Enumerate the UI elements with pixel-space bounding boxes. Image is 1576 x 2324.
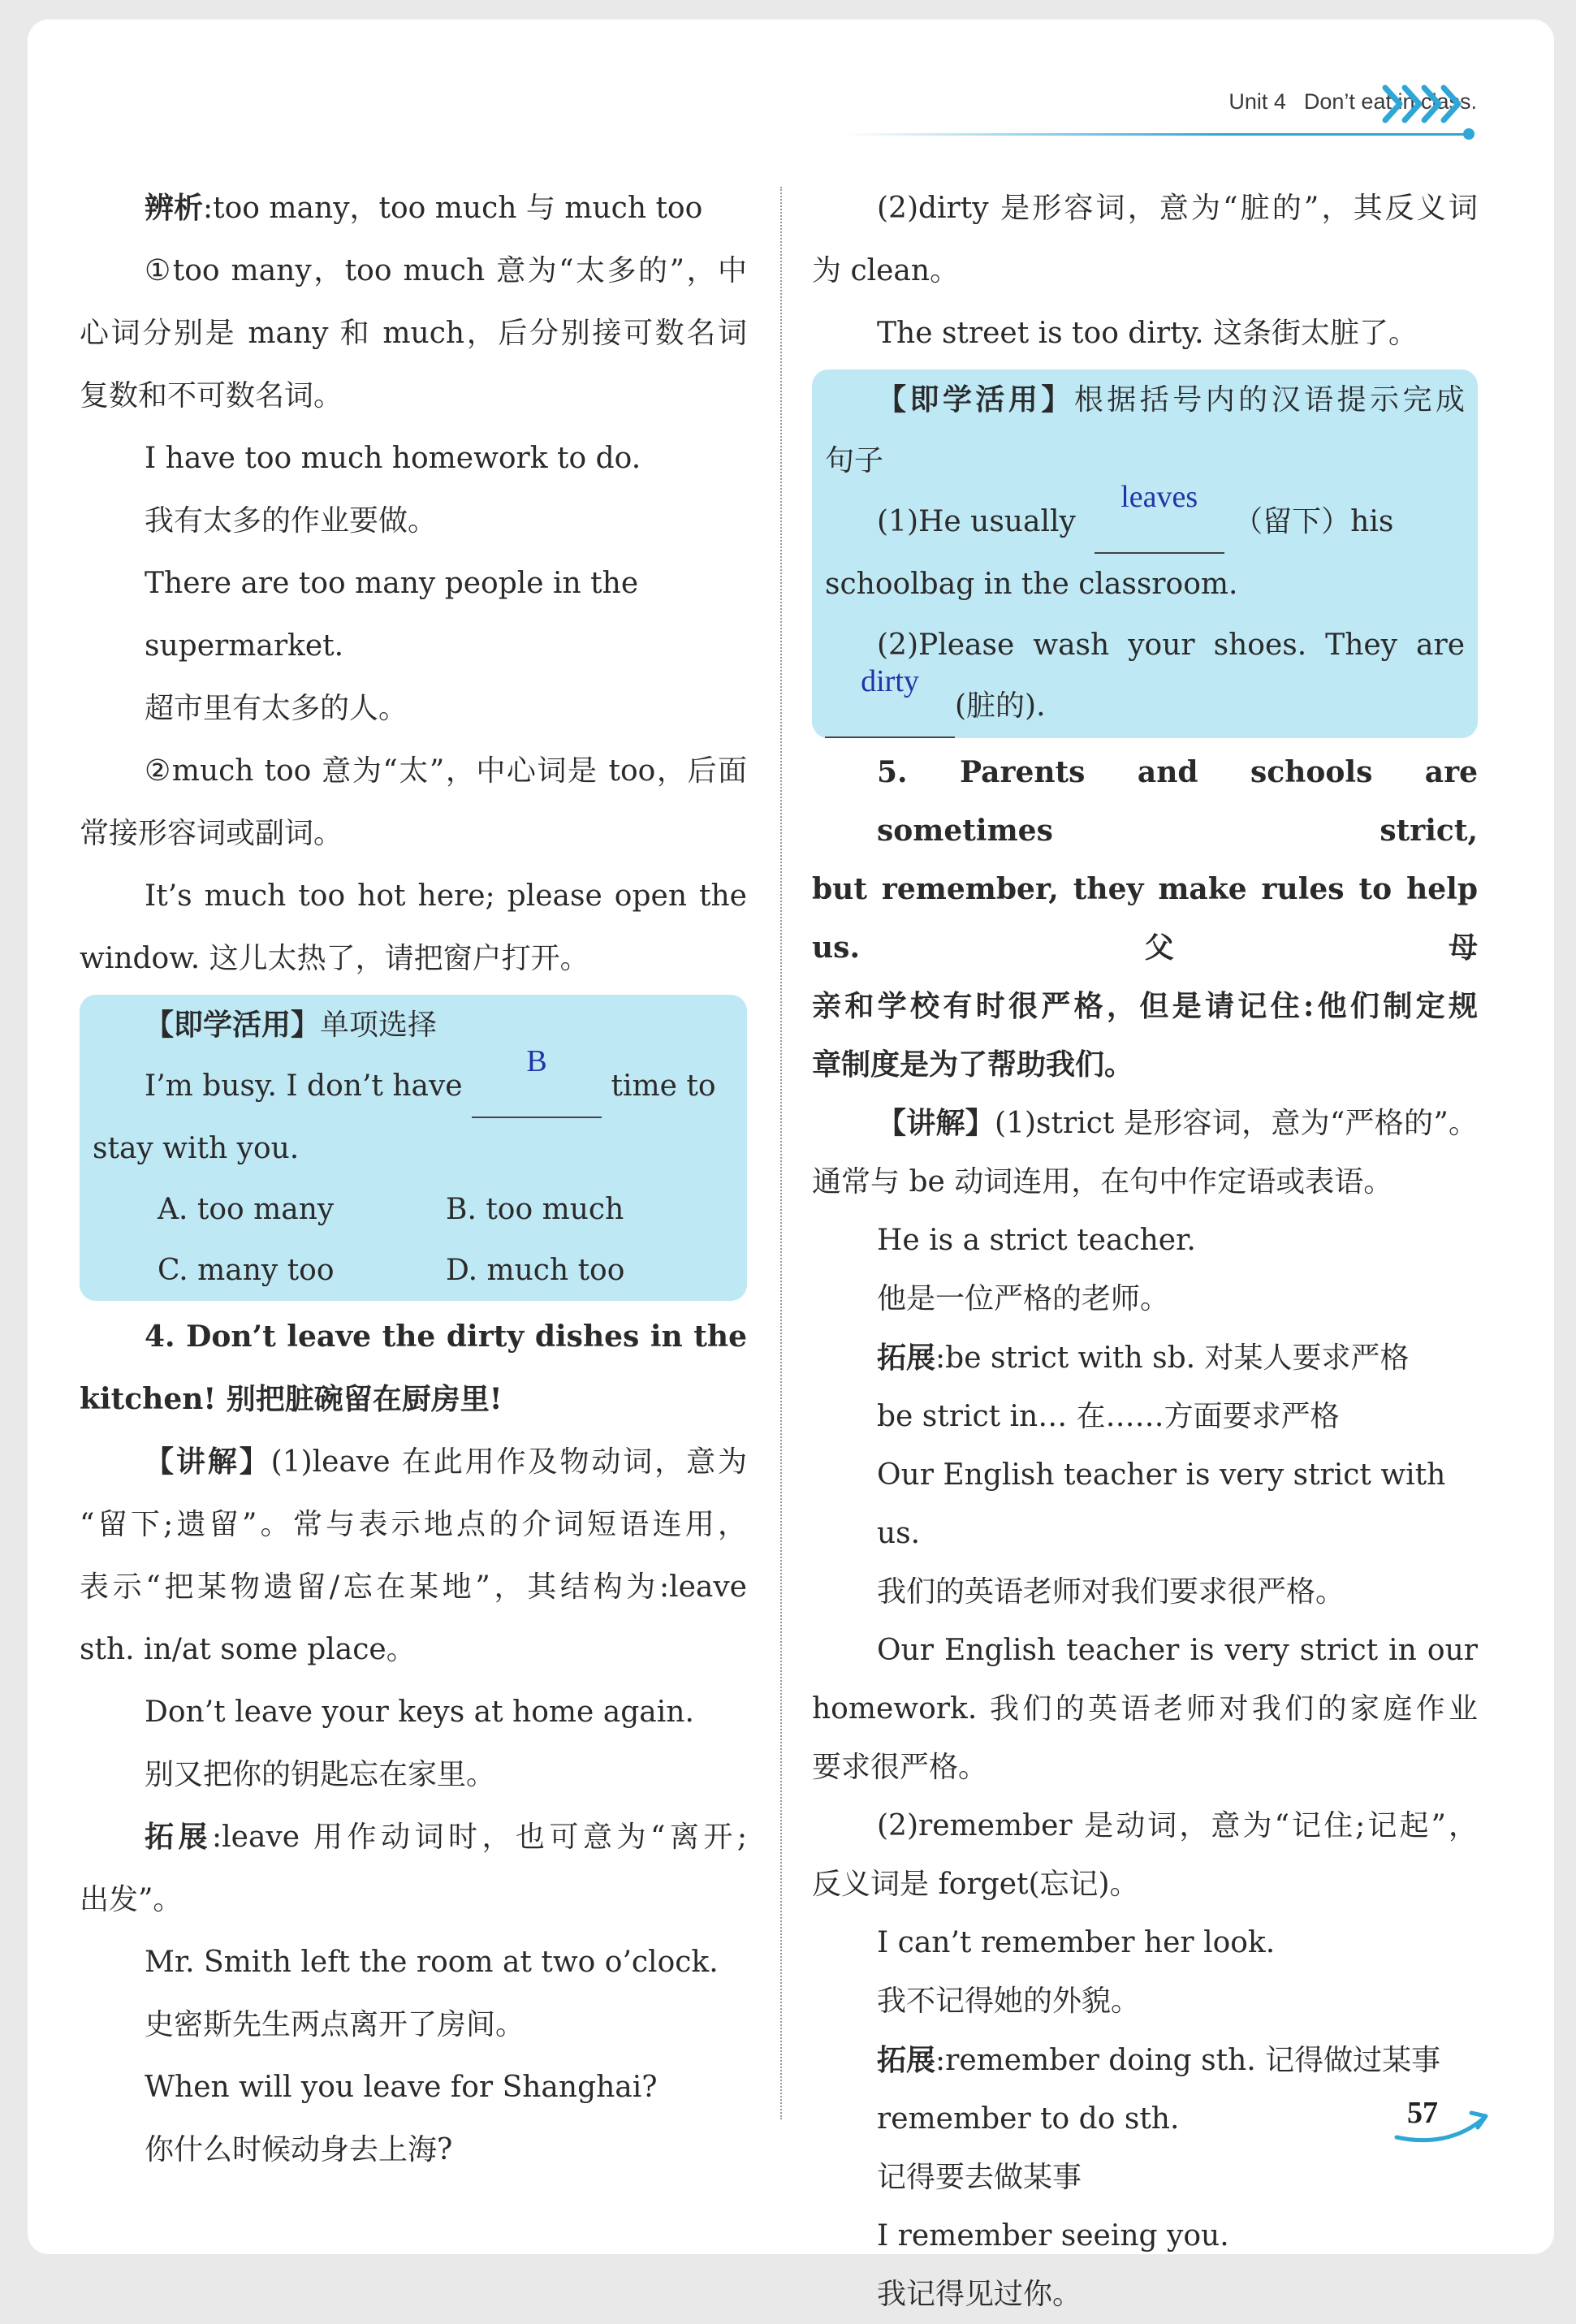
example-translation: 我有太多的作业要做。 — [145, 504, 438, 538]
example-sentence: Don’t leave your keys at home again. — [145, 1695, 694, 1729]
handwritten-answer: dirty — [861, 664, 919, 698]
practice-title: 【即学活用】单项选择 — [145, 1008, 438, 1042]
label-analysis: 辨析 — [145, 191, 204, 225]
para-line: (2)remember 是动词，意为“记住;记起”， — [877, 1809, 1478, 1842]
example-translation: 别又把你的钥匙忘在家里。 — [145, 1758, 496, 1791]
example-translation: 史密斯先生两点离开了房间。 — [145, 2008, 525, 2041]
example-sentence: The street is too dirty. 这条街太脏了。 — [877, 317, 1418, 350]
example-sentence: I can’t remember her look. — [877, 1926, 1276, 1959]
section-heading: kitchen! 别把脏碗留在厨房里! — [80, 1382, 503, 1416]
header-rule — [844, 133, 1470, 136]
option-d: D. much too — [446, 1254, 625, 1287]
page-number: 57 — [1407, 2096, 1438, 2130]
section-heading: 5. Parents and schools are sometimes strict, — [877, 755, 1478, 848]
para-line: be strict in… 在……方面要求严格 — [877, 1400, 1340, 1433]
para-line: remember to do sth. — [877, 2102, 1180, 2136]
left-column — [80, 177, 747, 2181]
header-unit: Unit 4 — [1228, 89, 1286, 114]
para-line: 心词分别是 many 和 much，后分别接可数名词 — [80, 317, 747, 350]
example-sentence: It’s much too hot here; please open the — [145, 879, 747, 913]
example-translation: 我记得见过你。 — [877, 2278, 1082, 2311]
question-line: schoolbag in the classroom. — [825, 568, 1238, 601]
handwritten-answer: leaves — [1120, 480, 1198, 514]
example-translation: 你什么时候动身去上海? — [145, 2133, 453, 2166]
right-column — [812, 177, 1478, 2324]
option-b: B. too much — [446, 1193, 624, 1226]
example-sentence: There are too many people in the supermarket. — [145, 567, 639, 663]
handwritten-answer: B — [526, 1044, 547, 1078]
para-line: 拓展:be strict with sb. 对某人要求严格 — [877, 1341, 1410, 1375]
para-line: 拓展:leave 用作动词时，也可意为“离开; — [145, 1820, 747, 1854]
column-divider — [780, 187, 782, 2119]
header-rule-dot — [1463, 128, 1475, 140]
option-a: A. too many — [158, 1193, 335, 1226]
para-line: 表示“把某物遗留/忘在某地”，其结构为:leave — [80, 1570, 747, 1604]
example-sentence: When will you leave for Shanghai? — [145, 2071, 658, 2104]
practice-box — [80, 995, 747, 1301]
para-line: sth. in/at some place。 — [80, 1633, 416, 1666]
example-translation: 超市里有太多的人。 — [145, 692, 408, 725]
example-sentence: window. 这儿太热了，请把窗户打开。 — [80, 942, 589, 975]
para-line: 为 clean。 — [812, 254, 960, 287]
question-line: (1)He usually leaves （留下）his — [825, 491, 1465, 554]
practice-title: 【即学活用】根据括号内的汉语提示完成 — [877, 382, 1465, 417]
section-heading: 4. Don’t leave the dirty dishes in the — [145, 1320, 747, 1354]
option-c: C. many too — [158, 1254, 335, 1287]
example-sentence: Our English teacher is very strict with us. — [877, 1458, 1446, 1550]
para-line: 【讲解】(1)strict 是形容词，意为“严格的”。 — [877, 1106, 1478, 1140]
example-sentence: I remember seeing you. — [877, 2219, 1229, 2253]
example-sentence: 要求很严格。 — [812, 1751, 988, 1784]
para-line: 反义词是 forget(忘记)。 — [812, 1868, 1139, 1901]
example-translation: 他是一位严格的老师。 — [877, 1282, 1170, 1315]
label-extension: 拓展 — [877, 2043, 936, 2077]
example-sentence: I have too much homework to do. — [145, 442, 641, 475]
para-line: 【讲解】(1)leave 在此用作及物动词，意为 — [145, 1445, 747, 1479]
header-title: Don’t eat in class. — [1303, 89, 1477, 114]
para-line: 复数和不可数名词。 — [80, 379, 343, 413]
para-line: 拓展:remember doing sth. 记得做过某事 — [877, 2043, 1441, 2077]
para-line: 出发”。 — [80, 1883, 183, 1916]
question-line: dirty (脏的). — [825, 676, 1465, 738]
question-line: I’m busy. I don’t have B time to — [93, 1056, 734, 1118]
para-line: 辨析:too many，too much 与 much too — [145, 191, 703, 225]
para-line: (2)dirty 是形容词，意为“脏的”，其反义词 — [877, 192, 1478, 225]
section-heading: 亲和学校有时很严格，但是请记住:他们制定规 — [812, 989, 1478, 1023]
example-sentence: homework. 我们的英语老师对我们的家庭作业 — [812, 1692, 1478, 1726]
label-explanation: 【讲解】 — [877, 1106, 995, 1140]
example-sentence: Mr. Smith left the room at two o’clock. — [145, 1946, 719, 1979]
question-line: stay with you. — [93, 1132, 300, 1165]
answer-blank — [1095, 480, 1224, 554]
para-line: ①too many，too much 意为“太多的”，中 — [145, 254, 747, 287]
section-heading: 章制度是为了帮助我们。 — [812, 1048, 1134, 1082]
example-sentence: Our English teacher is very strict in our — [877, 1634, 1478, 1667]
section-heading: but remember, they make rules to help us. 父母 — [812, 872, 1478, 965]
para-line: 常接形容词或副词。 — [80, 817, 343, 850]
example-sentence: He is a strict teacher. — [877, 1224, 1196, 1257]
para-line: 通常与 be 动词连用，在句中作定语或表语。 — [812, 1165, 1393, 1199]
label-explanation: 【讲解】 — [145, 1445, 271, 1479]
question-line: (2)Please wash your shoes. They are — [877, 629, 1465, 662]
para-line: ②much too 意为“太”，中心词是 too，后面 — [145, 754, 747, 788]
example-translation: 我不记得她的外貌。 — [877, 1985, 1141, 2018]
practice-title: 句子 — [825, 444, 884, 477]
chevron-arrows-icon — [1380, 80, 1470, 128]
example-translation: 我们的英语老师对我们要求很严格。 — [877, 1575, 1345, 1609]
label-extension: 拓展 — [877, 1341, 936, 1375]
para-line: “留下;遗留”。常与表示地点的介词短语连用， — [80, 1508, 747, 1541]
practice-box — [812, 369, 1478, 738]
label-extension: 拓展 — [145, 1820, 212, 1854]
para-line: 记得要去做某事 — [877, 2161, 1082, 2194]
answer-blank — [472, 1044, 602, 1118]
